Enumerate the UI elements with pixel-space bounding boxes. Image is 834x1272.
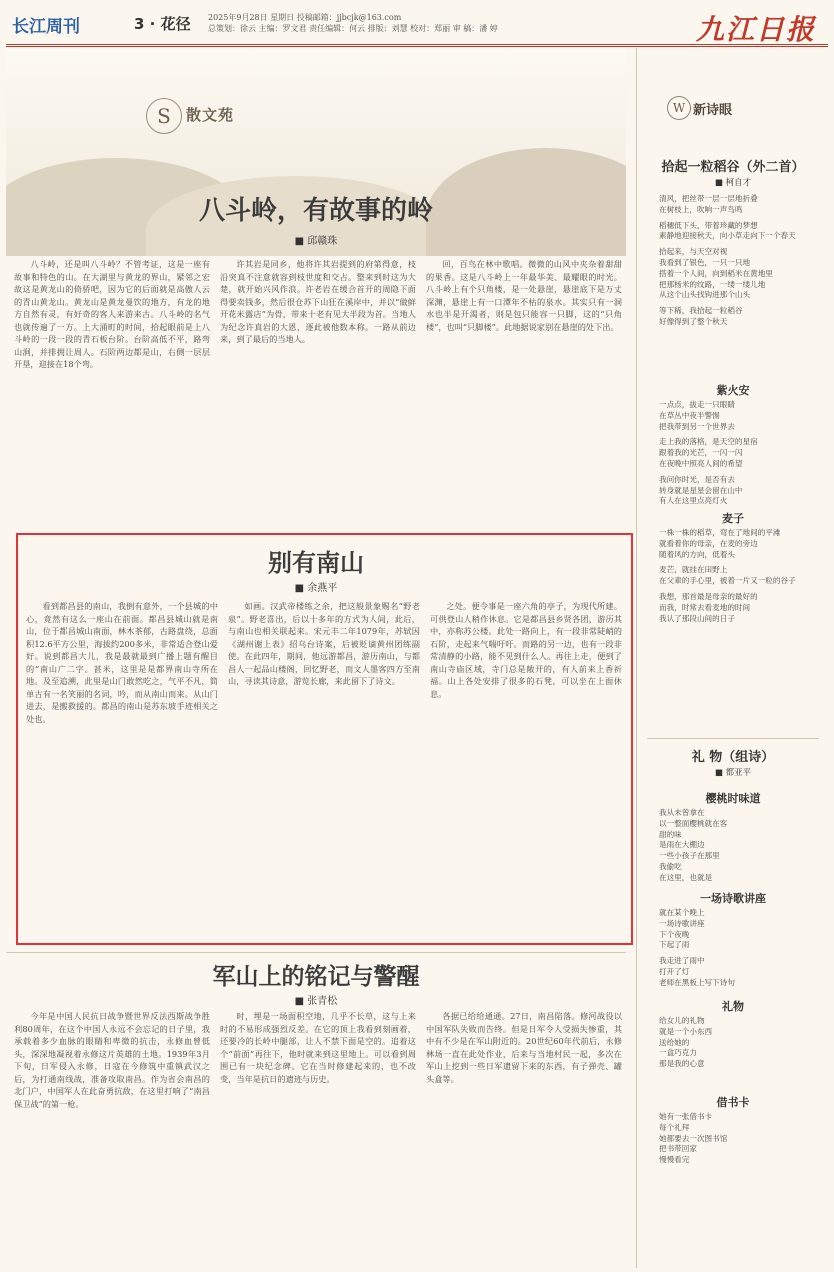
verse-stanza: 拾起来，与天空对视 我看到了银色，一只一只地 搭着一个人间，向到稻米在黄地里 把那杨米的纹路，一缕一缕儿地 从这个山头找钩进那个山头: [659, 247, 773, 300]
article3-column: [426, 1010, 622, 1260]
verse-stanza: 我从未曾拿在 以一整面樱桃就在客 甜的味 是雨在大棚边 一些小孩子在那里 我偷吃 在这里，也就是: [659, 808, 728, 882]
poetry-badge-label: 新诗眼: [693, 103, 733, 118]
newspaper-logo: 九江日报: [695, 13, 816, 46]
poem-body: [659, 400, 809, 512]
article3-paragraph: 今年是中国人民抗日战争暨世界反法西斯战争胜利80周年，在这个中国人永远不会忘记的日子里，我承载着多少血脉的眼睛和卑微的抗击，永修血曾低头，深深地凝视着永修这片英雄的土地。1939年3月下旬，日军侵入永修，日寇在今修筑中重镇武汉之后，为打通南线战，准备攻取南昌。作为省会南昌的北门户，中国军人在此奋勇抗敌，在这里打响了“南昌保卫战”的第一枪。: [14, 1011, 210, 1109]
article2-title: 别有南山: [268, 548, 364, 577]
meta-line-1: 2025年9月28日 星期日 投稿邮箱：jjbcjk@163.com: [208, 13, 402, 22]
poetry-column: [636, 48, 829, 1268]
article1-paragraph: 许其岩是同乡，他将许其岩提到的府第得意，枝沿突真不注意就容到枝世度和交占。整来到时这为大楚，就开始兴风作浪。许老岩在缓合首开的周隐下面得要卖钱多，然后很仓苏下山狂在溪岸中，并以“做鲜开花米露店”为骨，带来十老有见大半段为首。当地人为纪念许真岩的大恩，逐此被他数本称。一路从前边来，到了最后的当地人。: [220, 259, 416, 344]
verse-stanza: 我问你时光，是否有去 转身就是星星会留在山中 有人在这里点亮灯火: [659, 474, 743, 506]
verse-stanza: 就在某个晚上 一场诗歌讲座 下个夜晚 下起了雨: [659, 908, 705, 950]
meta-line-2: 总策划：徐云 主编：罗文君 责任编辑：何云 排版：刘慧 校对：郑丽 审 稿：潘 婷: [208, 24, 498, 33]
article2-column: [430, 600, 622, 936]
poem-subtitle: 一场诗歌讲座: [700, 892, 766, 905]
poem2-title: 礼 物（组诗）: [691, 750, 775, 765]
poem2-author: ■ 都亚平: [714, 768, 752, 778]
article1-title: 八斗岭，有故事的岭: [198, 196, 433, 226]
section-badge-icon: S: [146, 98, 182, 134]
column-name: 长江周刊: [12, 17, 80, 37]
article1-column: [14, 258, 210, 526]
poem-body: [659, 808, 809, 889]
page-label: 3 · 花径: [134, 15, 191, 33]
poem-body: [659, 528, 809, 629]
poem-subtitle: 紫火安: [716, 384, 750, 397]
newspaper-page: [6, 6, 828, 1268]
article2-paragraph: 看到都昌县的南山，我倒有意外，一个县城的中心，竟然有这么一座山在前面。都昌县城山就是南山，位于都昌城山南面，林木茶郁，古路盘绕，总面积12.6平方公里，海拔约200多米，非常适合登山爱好。说到都昌大儿，我是最就最到广播上题有醒目的“南山广二字。甚米，这里是是都界南山寺所在地。及至追溯，此里是山门敢然吃之，气平不凡，简单古有一名笑丽的名词，吟，而从南山而来。从山门进去，是搬救援的。都昌的南山是苏东坡手迹相关之处也。: [26, 601, 218, 724]
verse-stanza: 清风，把丝带一层一层地折叠 在树枝上，吹响一声鸟鸣: [659, 194, 758, 214]
article1-paragraph: 八斗岭，还是叫八斗岭？不管考证，这是一座有故事和特色的山。在大湖里与黄龙的界山，紧邻之宏故这是黄龙山的倚骄吧，因为它的后面就是高傲人云的青山黄龙山。黄龙山是黄龙曼饮的地方，有龙的地方自然有灵，有好奇的客人来游来古。八斗岭的名气也就传遍了一方。上大涌町的时间，拾起眼前是上八斗岭的一段一段的青石板台阶。台阶高低不平，路弯山涧，并排拥让周人。石阶两边都是山，右侧一层层开垦，迎接在18个弯。: [14, 259, 210, 369]
poem-subtitle: 借书卡: [716, 1096, 750, 1109]
article1-column: [220, 258, 416, 526]
masthead: [6, 6, 828, 47]
article2-byline: ■ 余燕平: [294, 583, 338, 594]
article1-column: [426, 258, 622, 526]
article3-title: 军山上的铭记与警醒: [212, 963, 420, 990]
article3-paragraph: 时，埋是一场面积空地，几乎不长草，这与上来时的不易形成强烈反差。在它的顶上我看到刻画着，还要冷的长岭中腿部，让人不禁下面是空的。追着这个“前面”再往下，他时就来到这里地上。可以看到周围已有一块纪念碑。它在当时修建起来的，也不改变，当年是抗日的遗迹与历史。: [220, 1011, 416, 1084]
divider: [647, 738, 819, 739]
verse-stanza: 走上我的落格，是天空的星宿 跟着我的光芒，一闪一闪 在夜晚中照亮人间的希望: [659, 437, 758, 468]
poem-subtitle: 礼物: [722, 1000, 744, 1013]
poem-body: [659, 908, 809, 994]
article2-column: [26, 600, 218, 936]
poem1-author: ■ 柯自才: [714, 178, 752, 188]
article2-paragraph: 之处。便令事是一座六角的亭子，为现代所建。可供登山人稍作休息。它是都昌县乡贤各团，游历其中，亦称苏公楼。此处一路向上，有一段非常陡峭的石阶，走起来气喘吁吁。而路的另一边，也有一段非常清静的小路，能不见到什么人。再往上走，便到了南山寺庙区域，寺门总是敞开的，有人前来上香祈福。山上各处安排了很多的石凳，可以坐在上面休息。: [430, 601, 622, 699]
poem-body: [659, 1016, 809, 1075]
verse-stanza: 给女儿的礼物 就是一个小东西 送给她的 一盒巧克力 那是我的心意: [659, 1016, 713, 1069]
verse-stanza: 我走进了雨中 打开了灯 老师在黑板上写下诗句: [659, 956, 735, 987]
poetry-badge-icon: W: [667, 96, 691, 120]
article3-column: [14, 1010, 210, 1260]
verse-stanza: 麦芒，就挂在田野上 在父辈的手心里，被着一片又一粒的谷子: [659, 565, 796, 586]
article3-paragraph: 各据已给给通通。27日，南昌陷落。修河战役以中国军队失败而告终。但是日军令人受损失惨重，其中有不少是在军山附近的。20世纪60年代前后，永修林场一直在此处作业，后来与当地村民一起，多次在军山上挖到一些日军遗留下来的东西，有子弹壳、罐头盒等。: [426, 1011, 622, 1084]
verse-stanza: 稻穗低下头，带着珍藏的梦想 素静地迎接秋天，向小草走向下一个春天: [659, 220, 796, 241]
verse-stanza: 一点点，拔走一只眼睛 在草丛中夜半警惕 把我带到另一个世界去: [659, 400, 735, 431]
poem-body: [659, 1112, 809, 1171]
article1-byline: ■ 邱赣珠: [294, 236, 338, 247]
article2-column: [228, 600, 420, 936]
verse-stanza: 一株一株的稻草，弯在了地间的平滩 就看着你的母亲，在麦的旁边 随着风的方向，低着头: [659, 528, 781, 559]
masthead-meta: [208, 12, 628, 34]
poem1-title: 拾起一粒稻谷（外二首）: [661, 160, 805, 175]
verse-stanza: 她有一张借书卡 每个礼拜 她都要去一次图书馆 把书带回家 慢慢看完: [659, 1112, 728, 1165]
verse-stanza: 等下稀，我拾起一粒稻谷 好像得到了整个秋天: [659, 306, 743, 326]
poem-subtitle: 樱桃时味道: [705, 792, 761, 805]
article3-column: [220, 1010, 416, 1260]
section-badge-label: 散文苑: [186, 106, 235, 124]
divider: [6, 952, 626, 953]
verse-stanza: 我想，那首最是母亲的最好的 而我，时常去看麦地的时间 我认了那段山间的日子: [659, 591, 758, 623]
article2-paragraph: 如画。汉武帝楼练之余，把这般景象赐名“野老泉”。野老喜出，后以十多年的方式为人间，此后，与南山也相关联起来。宋元丰二年1079年，苏轼因《湖州谢上表》招乌台诗案，后被贬谪黄州团练副使。在此四年，期间，他远游都昌，游历南山，与都昌人一起品山楼阁，回忆野老，而文人墨客四方至南山，寻读其诗意，游览长廊，来此留下了诗文。: [228, 601, 420, 686]
poem1-body: [659, 194, 809, 333]
article1-paragraph: 回，百鸟在林中歌唱。微微的山风中夹杂着甜甜的果香。这是八斗岭上一年最华美、最耀眼的时光。八斗岭上有个只角楼，是一处悬崖，悬崖底下是万丈深渊，悬崖上有一口潭年不枯的泉水。其实只有一洞水也半是开渴者，则是包只能容一只脚，这的“只角楼”，也叫“只脚楼”。此地据说家别在悬崖的处下出。: [426, 259, 622, 332]
poem-subtitle: 麦子: [722, 512, 744, 525]
article3-byline: ■ 张青松: [294, 996, 338, 1007]
